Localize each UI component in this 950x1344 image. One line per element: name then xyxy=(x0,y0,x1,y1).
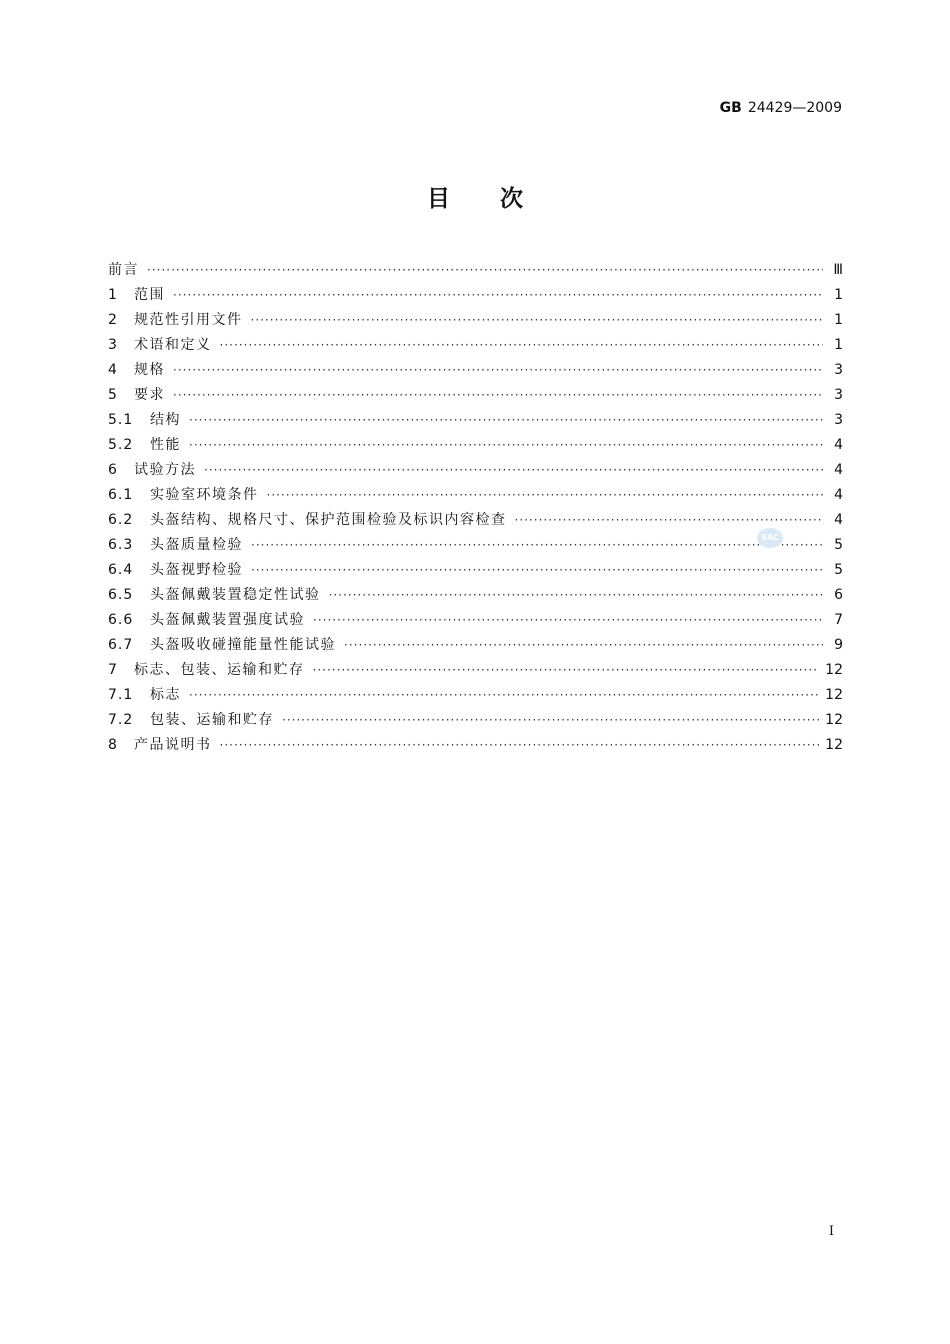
page-number: I xyxy=(828,1224,834,1239)
toc-entry[interactable] xyxy=(108,459,843,484)
toc-entry[interactable] xyxy=(108,609,843,634)
toc-dot-leader xyxy=(251,563,823,577)
toc-dot-leader xyxy=(251,313,824,327)
toc-entry-page: 1 xyxy=(834,312,843,328)
toc-dot-leader xyxy=(220,338,824,352)
toc-entry-label: 前言 xyxy=(108,262,139,278)
toc-entry-page: 1 xyxy=(834,337,843,353)
toc-dot-leader xyxy=(329,588,824,602)
toc-entry-label: 头盔视野检验 xyxy=(150,562,243,578)
toc-entry-page: 5 xyxy=(834,537,843,553)
toc-entry[interactable] xyxy=(108,384,843,409)
standard-prefix: GB xyxy=(719,100,742,116)
toc-entry-label: 包装、运输和贮存 xyxy=(150,712,274,728)
toc-dot-leader xyxy=(251,538,823,552)
toc-entry-page: 4 xyxy=(834,462,843,478)
toc-entry-label: 实验室环境条件 xyxy=(150,487,259,503)
toc-entry-number: 7.2 xyxy=(108,712,134,728)
sac-watermark-icon: SAC xyxy=(757,528,783,548)
toc-dot-leader xyxy=(204,463,823,477)
toc-dot-leader xyxy=(173,388,823,402)
toc-entry[interactable] xyxy=(108,284,843,309)
toc-entry[interactable] xyxy=(108,559,843,584)
toc-dot-leader xyxy=(313,663,820,677)
toc-dot-leader xyxy=(344,638,823,652)
toc-entry[interactable] xyxy=(108,534,843,559)
toc-dot-leader xyxy=(282,713,819,727)
toc-entry-label: 规格 xyxy=(134,362,165,378)
toc-entry-number: 6 xyxy=(108,462,118,478)
toc-dot-leader xyxy=(189,413,823,427)
toc-entry[interactable] xyxy=(108,259,843,284)
toc-entry[interactable] xyxy=(108,359,843,384)
toc-entry-number: 6.7 xyxy=(108,637,134,653)
toc-entry-page: 3 xyxy=(834,387,843,403)
toc-entry-page: 12 xyxy=(825,737,843,753)
toc-entry-page: 6 xyxy=(834,587,843,603)
toc-entry-page: 3 xyxy=(834,412,843,428)
toc-entry-number: 1 xyxy=(108,287,118,303)
toc-entry-label: 头盔质量检验 xyxy=(150,537,243,553)
toc-entry[interactable] xyxy=(108,684,843,709)
toc-entry-page: 9 xyxy=(834,637,843,653)
toc-entry-label: 头盔吸收碰撞能量性能试验 xyxy=(150,637,336,653)
toc-entry-label: 头盔结构、规格尺寸、保护范围检验及标识内容检查 xyxy=(150,512,507,528)
toc-dot-leader xyxy=(515,513,824,527)
toc-entry-number: 2 xyxy=(108,312,118,328)
toc-entry-number: 8 xyxy=(108,737,118,753)
toc-entry-page: 5 xyxy=(834,562,843,578)
toc-entry-page: 12 xyxy=(825,712,843,728)
table-of-contents xyxy=(108,259,843,759)
toc-entry-page: 7 xyxy=(834,612,843,628)
toc-entry[interactable] xyxy=(108,634,843,659)
toc-entry-page: 12 xyxy=(825,687,843,703)
toc-entry-page: 12 xyxy=(825,662,843,678)
toc-dot-leader xyxy=(189,438,823,452)
toc-entry-number: 5.1 xyxy=(108,412,134,428)
toc-dot-leader xyxy=(147,263,823,277)
toc-entry[interactable] xyxy=(108,659,843,684)
toc-entry-number: 6.3 xyxy=(108,537,134,553)
toc-entry-label: 标志 xyxy=(150,687,181,703)
toc-entry-page: 3 xyxy=(834,362,843,378)
toc-dot-leader xyxy=(220,738,820,752)
toc-entry[interactable] xyxy=(108,509,843,534)
toc-entry-number: 7 xyxy=(108,662,118,678)
toc-entry-number: 6.2 xyxy=(108,512,134,528)
toc-entry-number: 5 xyxy=(108,387,118,403)
toc-entry-label: 产品说明书 xyxy=(134,737,212,753)
toc-entry-number: 6.6 xyxy=(108,612,134,628)
toc-entry-label: 性能 xyxy=(150,437,181,453)
toc-entry[interactable] xyxy=(108,409,843,434)
toc-entry-label: 结构 xyxy=(150,412,181,428)
standard-code xyxy=(720,100,842,116)
toc-entry[interactable] xyxy=(108,484,843,509)
toc-entry-page: 4 xyxy=(834,512,843,528)
toc-entry-label: 要求 xyxy=(134,387,165,403)
standard-number: 24429—2009 xyxy=(747,100,842,116)
toc-dot-leader xyxy=(267,488,824,502)
toc-entry[interactable] xyxy=(108,434,843,459)
toc-entry-page: 1 xyxy=(834,287,843,303)
toc-entry-number: 4 xyxy=(108,362,118,378)
toc-dot-leader xyxy=(173,288,823,302)
toc-entry-number: 6.4 xyxy=(108,562,134,578)
toc-entry-page: 4 xyxy=(834,487,843,503)
toc-entry-page: 4 xyxy=(834,437,843,453)
toc-entry[interactable] xyxy=(108,709,843,734)
page-title: 目次 xyxy=(427,186,573,212)
toc-entry-label: 头盔佩戴装置强度试验 xyxy=(150,612,305,628)
toc-entry-label: 头盔佩戴装置稳定性试验 xyxy=(150,587,321,603)
toc-dot-leader xyxy=(189,688,819,702)
toc-entry[interactable] xyxy=(108,309,843,334)
toc-entry-number: 3 xyxy=(108,337,118,353)
toc-entry[interactable] xyxy=(108,584,843,609)
toc-entry-page: Ⅲ xyxy=(833,262,843,278)
toc-dot-leader xyxy=(313,613,823,627)
toc-entry-number: 6.5 xyxy=(108,587,134,603)
toc-entry[interactable] xyxy=(108,734,843,759)
toc-entry-number: 5.2 xyxy=(108,437,134,453)
toc-entry-label: 范围 xyxy=(134,287,165,303)
toc-entry-label: 规范性引用文件 xyxy=(134,312,243,328)
toc-entry[interactable] xyxy=(108,334,843,359)
toc-entry-label: 试验方法 xyxy=(134,462,196,478)
toc-entry-number: 6.1 xyxy=(108,487,134,503)
toc-entry-label: 术语和定义 xyxy=(134,337,212,353)
toc-entry-label: 标志、包装、运输和贮存 xyxy=(134,662,305,678)
toc-entry-number: 7.1 xyxy=(108,687,134,703)
toc-dot-leader xyxy=(173,363,823,377)
